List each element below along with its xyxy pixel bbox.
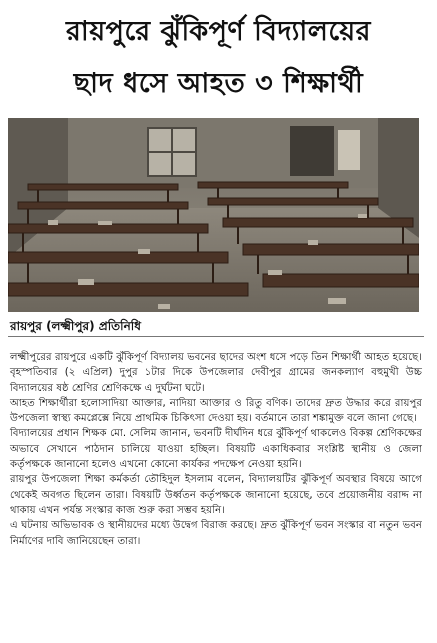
headline-line-1: রায়পুরে ঝুঁকিপূর্ণ বিদ্যালয়ের bbox=[66, 16, 371, 47]
divider-rule bbox=[8, 336, 424, 337]
paragraph: লক্ষ্মীপুরের রায়পুরে একটি ঝুঁকিপূর্ণ বিদ্যালয় ভবনের ছাদের অংশ ধসে পড়ে তিন শিক্ষার্থী আহত হয়েছে। বৃহস্পতিবার (২ এপ্রিল) দুপুর ১টার দিকে উপজেলার দেবীপুর গ্রামের জনকল্যাণ বহুমুখী উচ্চ বিদ্যালয়ের ষষ্ঠ শ্রেণির শ্রেণিকক্ষে এ দুর্ঘটনা ঘটে। bbox=[10, 352, 422, 394]
paragraph: বিদ্যালয়ের প্রধান শিক্ষক মো. সেলিম জানান, ভবনটি দীর্ঘদিন ধরে ঝুঁকিপূর্ণ থাকলেও বিকল্প শ্রেণিকক্ষের অভাবে সেখানে পাঠদান চালিয়ে যাওয়া হচ্ছিল। বিষয়টি একাধিকবার সংশ্লিষ্ট স্থানীয় ও জেলা কর্তৃপক্ষকে জানানো হলেও এখনো কোনো কার্যকর পদক্ষেপ নেওয়া হয়নি। bbox=[10, 428, 422, 471]
byline: রায়পুর (লক্ষ্মীপুর) প্রতিনিধি bbox=[10, 319, 141, 333]
paragraph: আহত শিক্ষার্থীরা হলোসাদিয়া আক্তার, নাদিয়া আক্তার ও রিতু বণিক। তাদের দ্রুত উদ্ধার করে রায়পুর উপজেলা স্বাস্থ্য কমপ্লেক্সে নিয়ে প্রাথমিক চিকিৎসা দেওয়া হয়। বর্তমানে তারা শঙ্কামুক্ত বলে জানা গেছে। bbox=[10, 397, 422, 425]
article-body bbox=[10, 350, 422, 549]
paragraph: রায়পুর উপজেলা শিক্ষা কর্মকর্তা তৌহিদুল ইসলাম বলেন, বিদ্যালয়টির ঝুঁকিপূর্ণ অবস্থার বিষয়ে আগে থেকেই অবগত ছিলেন তারা। বিষয়টি উর্ধ্বতন কর্তৃপক্ষকে জানানো হয়েছে, তবে প্রয়োজনীয় বরাদ্দ না থাকায় এখন পর্যন্ত সংস্কার কাজ শুরু করা সম্ভব হয়নি। bbox=[10, 474, 422, 516]
classroom-photo-illustration bbox=[8, 118, 419, 312]
classroom-photo bbox=[8, 118, 419, 312]
paragraph: এ ঘটনায় অভিভাবক ও স্থানীয়দের মধ্যে উদ্বেগ বিরাজ করছে। দ্রুত ঝুঁকিপূর্ণ ভবন সংস্কার বা নতুন ভবন নির্মাণের দাবি জানিয়েছেন তারা। bbox=[10, 520, 422, 547]
headline-line-2: ছাদ ধসে আহত ৩ শিক্ষার্থী bbox=[73, 68, 364, 99]
headline bbox=[0, 6, 437, 110]
